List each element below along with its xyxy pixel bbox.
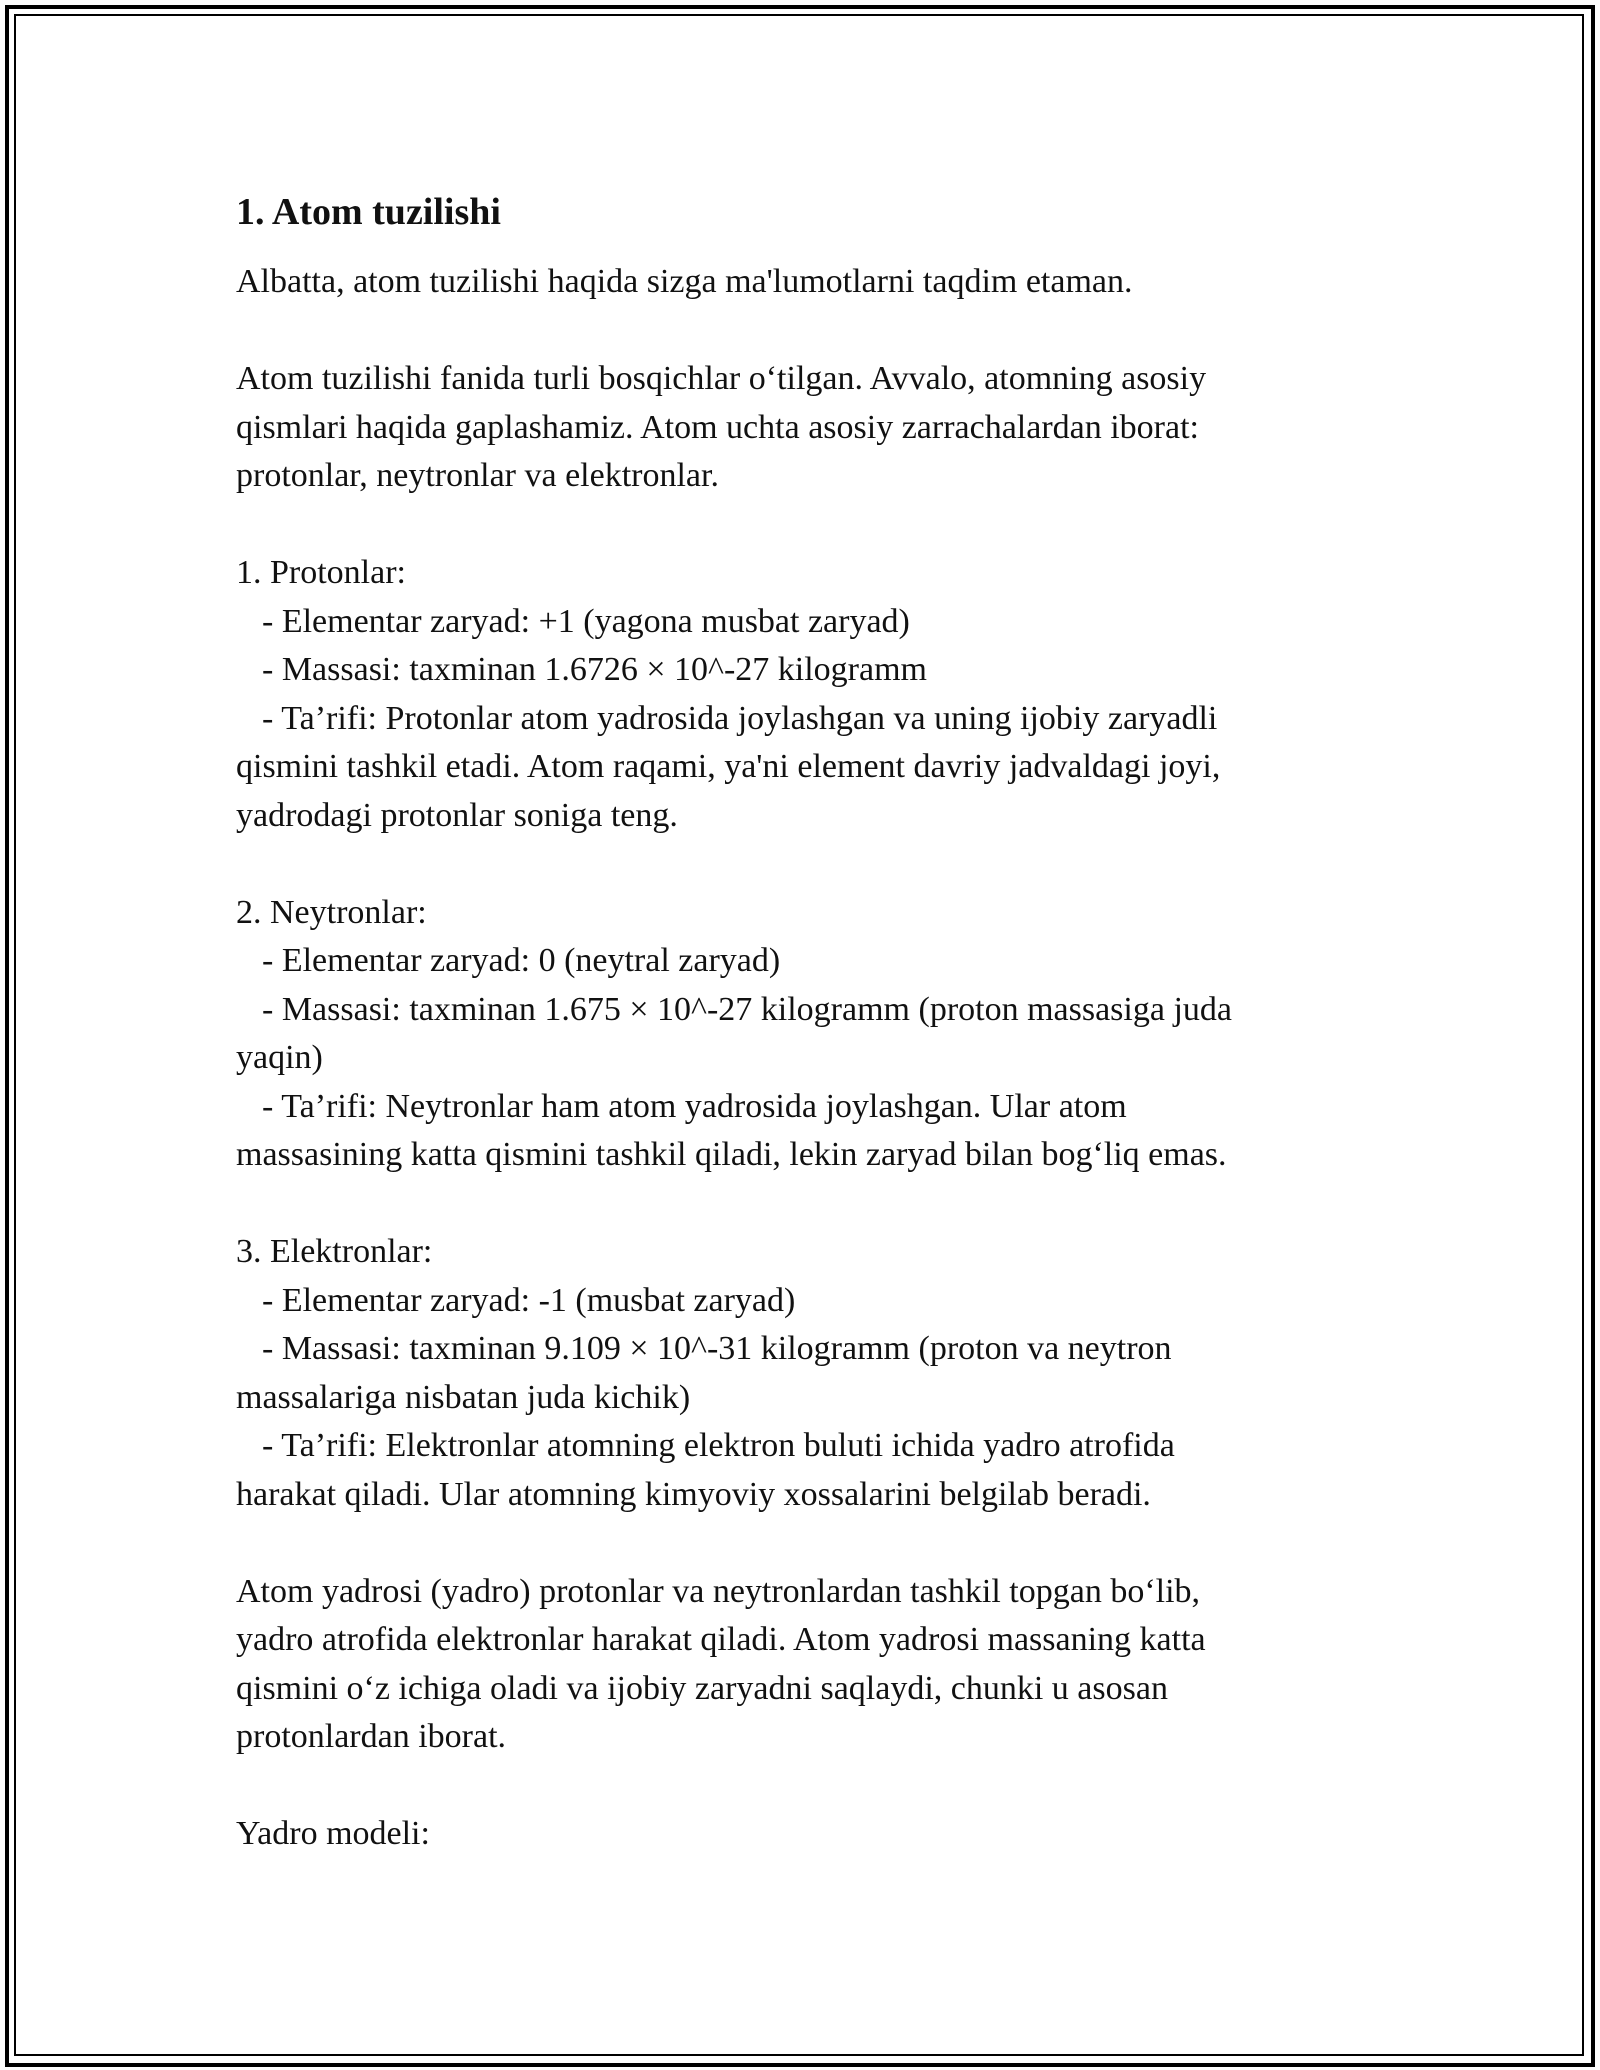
intro-paragraph [236,258,1376,307]
electrons-heading: 3. Elektronlar: [236,1233,433,1270]
overview-line: qismlari haqida gaplashamiz. Atom uchta asosiy zarrachalardan iborat: [236,408,1199,446]
electrons-charge: - Elementar zaryad: -1 (musbat zaryad) [262,1281,796,1319]
nucleus-line: qismini o‘z ichiga oladi va ijobiy zaryadni saqlaydi, chunki u asosan [236,1669,1168,1707]
protons-definition: - Ta’rifi: Protonlar atom yadrosida joylashgan va uning ijobiy zaryadli [262,699,1218,737]
neutrons-mass: - Massasi: taxminan 1.675 × 10^-27 kilogramm (proton massasiga juda [262,990,1232,1028]
overview-line: Atom tuzilishi fanida turli bosqichlar o‘tilgan. Avvalo, atomning asosiy [236,360,1207,397]
electrons-mass-wrap: massalariga nisbatan juda kichik) [236,1378,691,1416]
intro-line: Albatta, atom tuzilishi haqida sizga ma'lumotlarni taqdim etaman. [236,263,1133,300]
neutrons-heading: 2. Neytronlar: [236,893,427,931]
neutrons-mass-wrap: yaqin) [236,1039,323,1076]
document-title: 1. Atom tuzilishi [236,191,501,233]
nucleus-paragraph [236,1568,1376,1762]
overview-line: protonlar, neytronlar va elektronlar. [236,457,719,494]
protons-heading: 1. Protonlar: [236,554,406,591]
electrons-definition: - Ta’rifi: Elektronlar atomning elektron buluti ichida yadro atrofida [262,1427,1175,1464]
neutrons-charge: - Elementar zaryad: 0 (neytral zaryad) [262,942,781,979]
closing-paragraph [236,1810,1376,1859]
protons-mass: - Massasi: taxminan 1.6726 × 10^-27 kilogramm [262,651,927,688]
neutrons-definition-wrap: massasining katta qismini tashkil qiladi, lekin zaryad bilan bog‘liq emas. [236,1136,1227,1173]
protons-charge: - Elementar zaryad: +1 (yagona musbat zaryad) [262,602,910,640]
neutrons-section [236,889,1376,1180]
nucleus-line: yadro atrofida elektronlar harakat qiladi. Atom yadrosi massaning katta [236,1621,1206,1658]
neutrons-definition: - Ta’rifi: Neytronlar ham atom yadrosida joylashgan. Ular atom [262,1087,1127,1125]
protons-section [236,549,1376,840]
document-page [236,186,1376,1907]
closing-line: Yadro modeli: [236,1815,430,1852]
protons-definition-wrap: yadrodagi protonlar soniga teng. [236,796,678,834]
protons-definition-wrap: qismini tashkil etadi. Atom raqami, ya'ni element davriy jadvaldagi joyi, [236,748,1221,785]
nucleus-line: protonlardan iborat. [236,1718,507,1755]
electrons-definition-wrap: harakat qiladi. Ular atomning kimyoviy xossalarini belgilab beradi. [236,1475,1151,1513]
nucleus-line: Atom yadrosi (yadro) protonlar va neytronlardan tashkil topgan bo‘lib, [236,1572,1201,1610]
overview-paragraph [236,355,1376,501]
electrons-section [236,1228,1376,1519]
electrons-mass: - Massasi: taxminan 9.109 × 10^-31 kilogramm (proton va neytron [262,1330,1172,1367]
